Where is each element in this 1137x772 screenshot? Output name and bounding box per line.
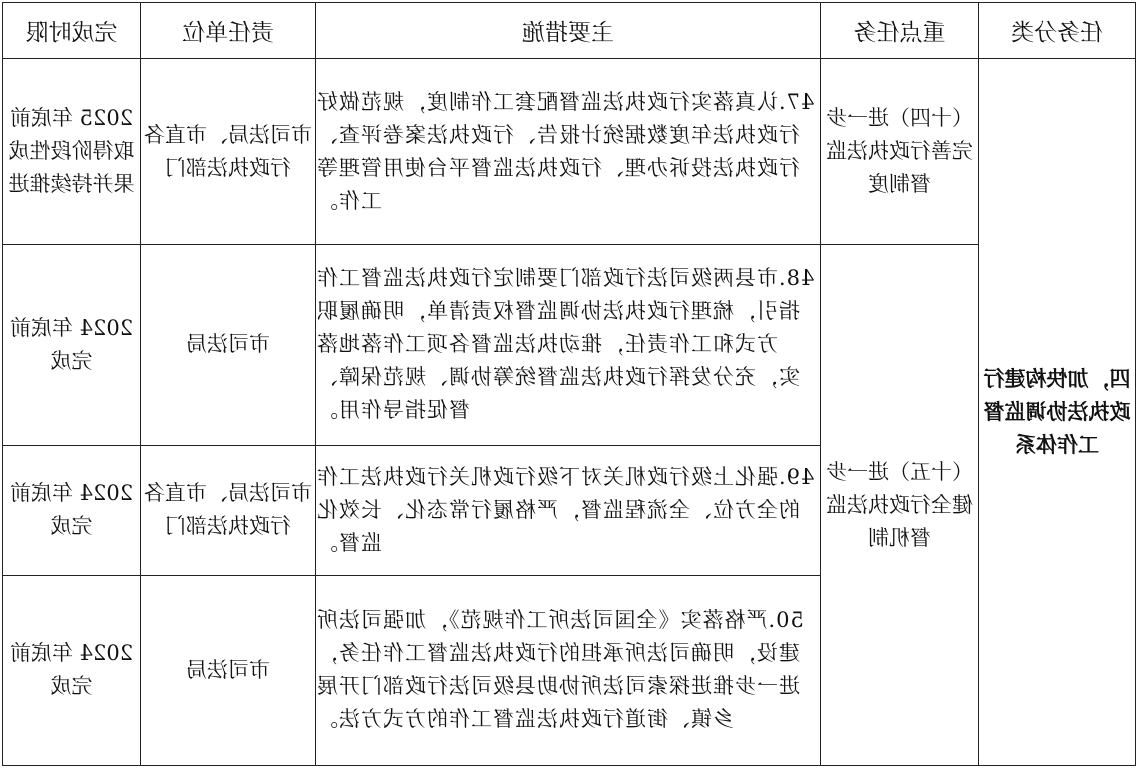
task-table	[2, 2, 1136, 766]
header-row	[3, 3, 1136, 59]
time-cell: 2024 年底前完成	[3, 245, 141, 445]
measure-cell: 48.市县两级司法行政部门要制定行政执法监督工作指引，梳理行政执法协调监督权责清单，明确履职方式和工作责任，推动执法监督各项工作落地落实，充分发挥行政执法监督统筹协调、规范保障、督促指导作用。	[316, 245, 821, 445]
time-cell: 2025 年底前取得阶段性成果并持续推进	[3, 59, 141, 245]
header-unit: 责任单位	[141, 3, 316, 59]
header-task: 重点任务	[821, 3, 979, 59]
unit-cell: 市司法局	[141, 575, 316, 765]
unit-cell: 市司法局、市直各行政执法部门	[141, 59, 316, 245]
task-cell: （十五）进一步健全行政执法监督机制	[821, 245, 979, 766]
measure-cell: 50.严格落实《全国司法所工作规范》，加强司法所建设，明确司法所承担的行政执法监督工作任务，进一步推进探索司法所协助县级司法行政部门开展乡镇、街道行政执法监督工作的方式方法。	[316, 575, 821, 765]
category-cell: 四，加快构建行政执法协调监督工作体系	[979, 59, 1136, 766]
task-cell: （十四）进一步完善行政执法监督制度	[821, 59, 979, 245]
table-row	[3, 245, 1136, 445]
time-cell: 2024 年底前完成	[3, 445, 141, 575]
measure-cell: 49.强化上级行政机关对下级行政机关行政执法工作的全方位、全流程监督，严格履行常态化、长效化监督。	[316, 445, 821, 575]
header-category: 任务分类	[979, 3, 1136, 59]
table-row	[3, 59, 1136, 245]
unit-cell: 市司法局	[141, 245, 316, 445]
time-cell: 2024 年底前完成	[3, 575, 141, 765]
unit-cell: 市司法局、市直各行政执法部门	[141, 445, 316, 575]
header-time: 完成时限	[3, 3, 141, 59]
header-measure: 主要措施	[316, 3, 821, 59]
measure-cell: 47.认真落实行政执法监督配套工作制度，规范做好行政执法年度数据统计报告、行政执法案卷评查、行政执法投诉办理、行政执法监督平台使用管理等工作。	[316, 59, 821, 245]
